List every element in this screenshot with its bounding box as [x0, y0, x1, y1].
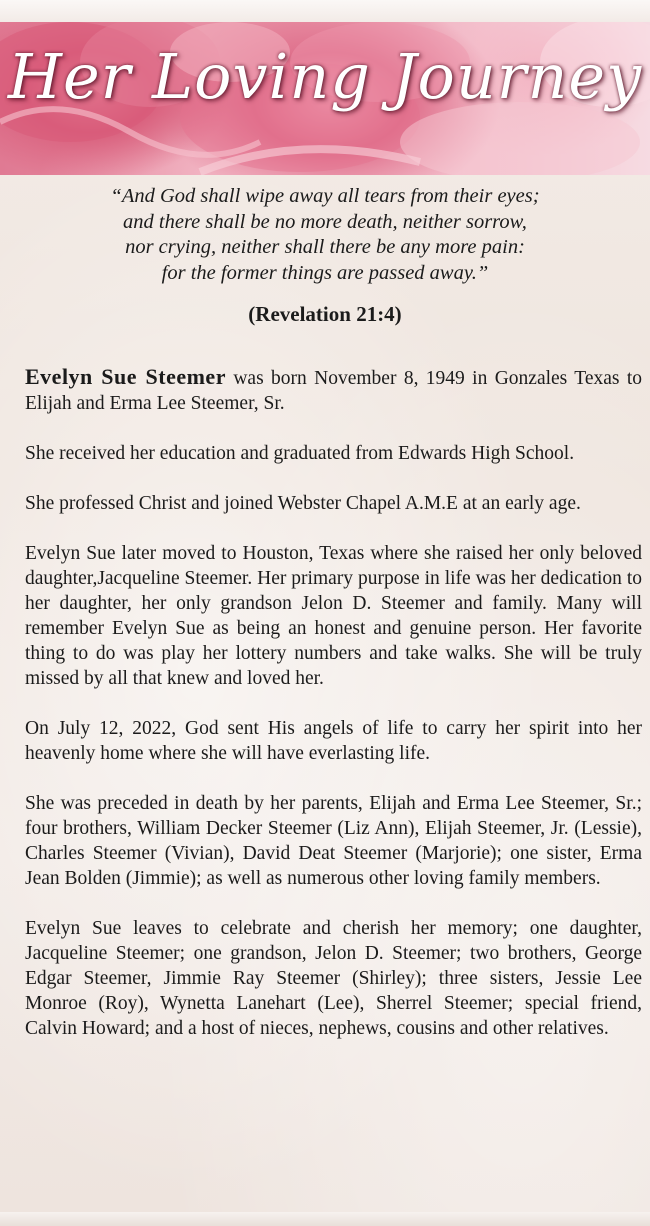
scripture-reference: (Revelation 21:4) [248, 302, 402, 326]
bottom-border-strip [0, 1212, 650, 1226]
scripture-quote [20, 184, 630, 286]
intro-text: was born November 8, 1949 in Gonzales Texas to Elijah and Erma Lee Steemer, Sr. [25, 368, 643, 414]
scripture-line: and there shall be no more death, neither sorrow, [123, 210, 527, 233]
top-border-strip [0, 0, 650, 22]
faith-paragraph: She professed Christ and joined Webster Chapel A.M.E at an early age. [25, 493, 581, 514]
intro-paragraph [25, 364, 642, 416]
banner-title: Her Loving Journey [7, 40, 643, 113]
passing-paragraph: On July 12, 2022, God sent His angels of life to carry her spirit into her heavenly home where she will have everlasting life. [25, 718, 642, 764]
education-paragraph: She received her education and graduated from Edwards High School. [25, 443, 575, 464]
preceded-paragraph: She was preceded in death by her parents, Elijah and Erma Lee Steemer, Sr.; four brothers, William Decker Steemer (Liz Ann), Elijah Steemer, Jr. (Lessie), Charles Steemer (Vivian), David Deat Steemer (Marjorie); one sister, Erma Jean Bolden (Jimmie); as well as numerous other loving family members. [25, 793, 642, 889]
floral-banner [0, 22, 650, 175]
scripture-line: for the former things are passed away.” [161, 261, 489, 284]
life-paragraph: Evelyn Sue later moved to Houston, Texas where she raised her only beloved daughter,Jacqueline Steemer. Her primary purpose in life was her dedication to her daughter, her only grandson Jelon D. Steemer and family. Many will remember Evelyn Sue as being an honest and genuine person. Her favorite thing to do was play her lottery numbers and take walks. She will be truly missed by all that knew and loved her. [25, 543, 642, 689]
scripture-line: nor crying, neither shall there be any more pain: [125, 236, 525, 258]
deceased-name: Evelyn Sue Steemer [25, 364, 226, 389]
obituary-body [25, 364, 642, 1066]
scripture-line: “And God shall wipe away all tears from their eyes; [110, 185, 540, 207]
survivors-paragraph: Evelyn Sue leaves to celebrate and cherish her memory; one daughter, Jacqueline Steemer; one grandson, Jelon D. Steemer; two brothers, George Edgar Steemer, Jimmie Ray Steemer (Shirley); three sisters, Jessie Lee Monroe (Roy), Wynetta Lanehart (Lee), Sherrel Steemer; special friend, Calvin Howard; and a host of nieces, nephews, cousins and other relatives. [25, 918, 642, 1039]
